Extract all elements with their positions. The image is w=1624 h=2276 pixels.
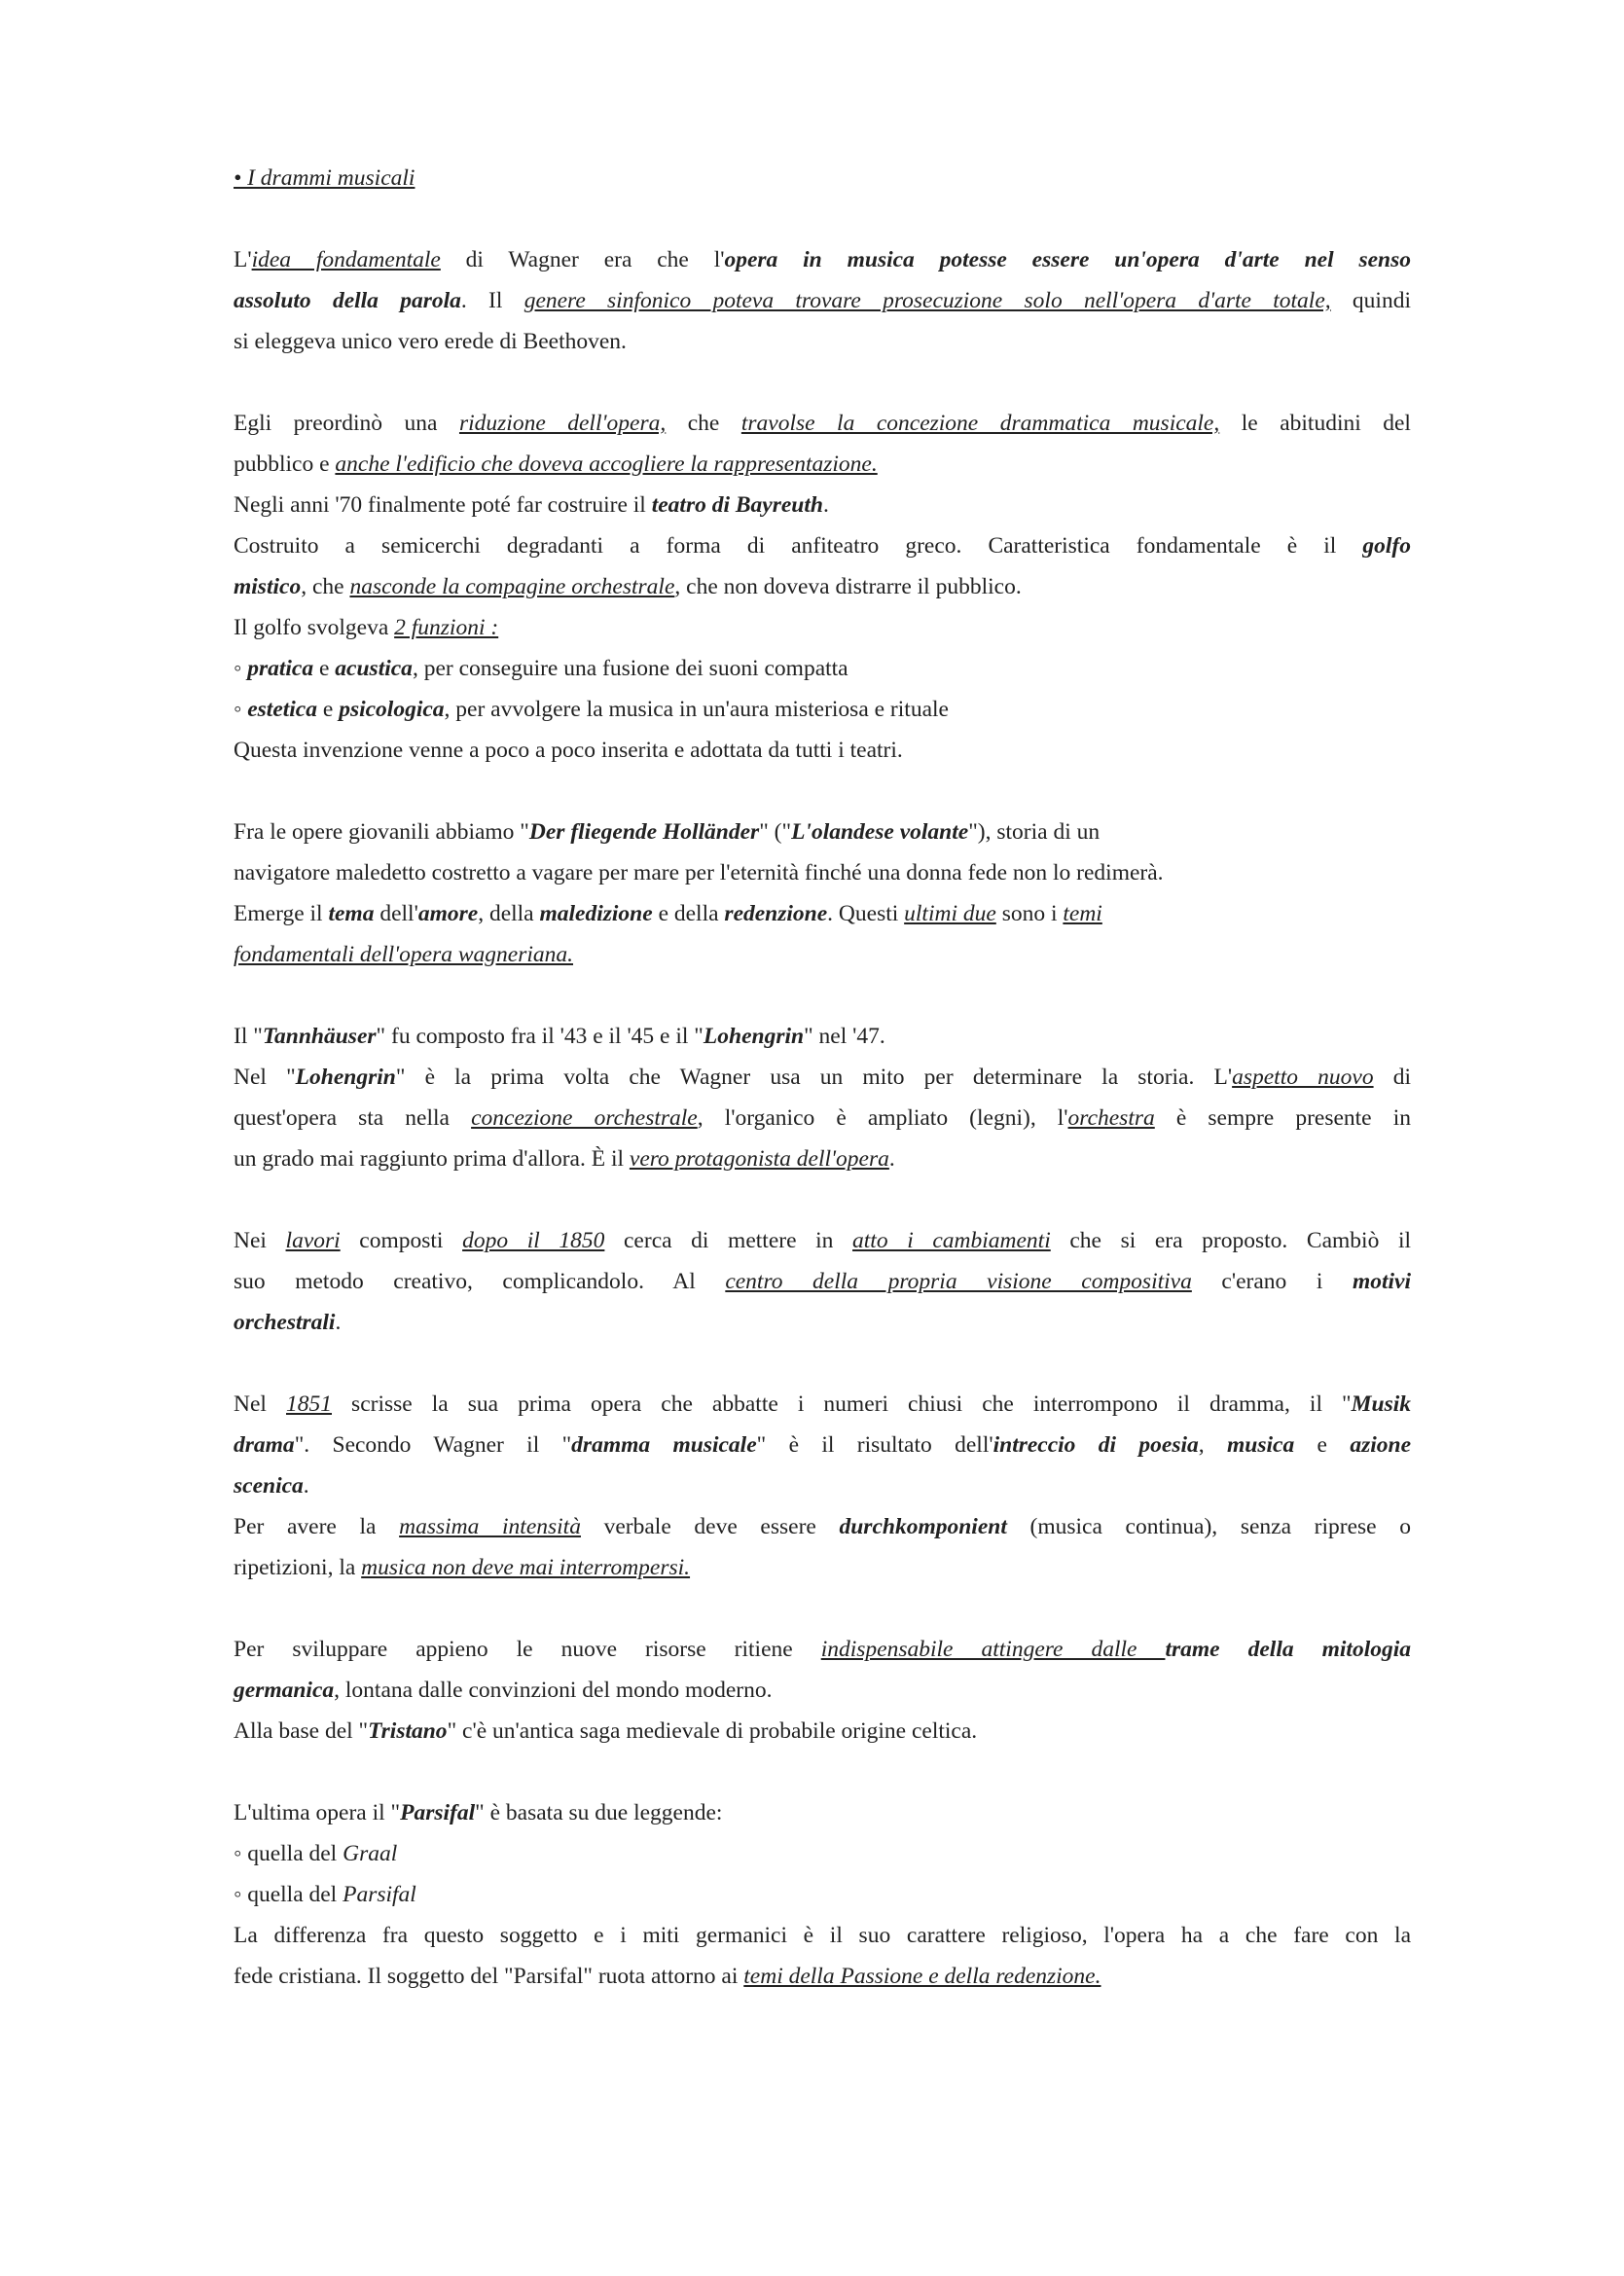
- text-run: anche l'edificio che doveva accogliere la rappresentazione.: [335, 452, 878, 477]
- text-run: L': [234, 247, 252, 272]
- text-line: [234, 1098, 1411, 1138]
- text-run: Emerge il: [234, 901, 329, 926]
- text-line: [234, 1138, 1411, 1179]
- text-run: aspetto nuovo: [1232, 1065, 1374, 1090]
- text-run: scrisse la sua prima opera che abbatte i numeri chiusi che interrompono il dramma, il ": [332, 1391, 1352, 1417]
- text-run: si eleggeva unico vero erede di Beethoven.: [234, 329, 627, 354]
- text-run: e: [313, 656, 336, 681]
- text-run: " c'è un'antica saga medievale di probabile origine celtica.: [447, 1718, 978, 1744]
- text-run: e della: [652, 901, 725, 926]
- text-line: [234, 1915, 1411, 1956]
- text-run: acustica: [335, 656, 413, 681]
- text-run: L'olandese volante: [791, 819, 969, 845]
- text-run: dell': [374, 901, 418, 926]
- text-run: Fra le opere giovanili abbiamo ": [234, 819, 529, 845]
- text-run: intreccio di poesia: [992, 1432, 1199, 1458]
- text-run: " fu composto fra il '43 e il '45 e il ": [376, 1024, 704, 1049]
- text-run: atto i cambiamenti: [852, 1228, 1051, 1253]
- text-run: 2 funzioni :: [394, 615, 499, 640]
- text-run: , che: [301, 574, 350, 599]
- text-run: orchestra: [1067, 1105, 1155, 1131]
- text-run: Nel ": [234, 1065, 296, 1090]
- text-run: .: [303, 1473, 309, 1499]
- text-run: motivi: [1352, 1269, 1411, 1294]
- text-run: di: [1373, 1065, 1412, 1090]
- text-run: che si era proposto. Cambiò il: [1050, 1228, 1412, 1253]
- text-run: Parsifal: [343, 1882, 416, 1907]
- paragraph-spacer: [234, 362, 1411, 403]
- text-run: ◦: [234, 697, 248, 722]
- text-run: Graal: [343, 1841, 398, 1866]
- text-run: e: [317, 697, 340, 722]
- text-run: teatro di Bayreuth: [651, 492, 823, 518]
- text-line: [234, 1302, 1411, 1343]
- text-run: ". Secondo Wagner il ": [294, 1432, 572, 1458]
- text-run: un grado mai raggiunto prima d'allora. È il: [234, 1146, 630, 1172]
- text-line: [234, 1711, 1411, 1752]
- text-run: " nel '47.: [804, 1024, 885, 1049]
- paragraph-musikdrama: [234, 1384, 1411, 1588]
- text-run: redenzione: [724, 901, 828, 926]
- text-run: Der fliegende Holländer: [528, 819, 760, 845]
- paragraph-spacer: [234, 1343, 1411, 1384]
- text-run: ,: [1198, 1432, 1227, 1458]
- text-line: [234, 1792, 1411, 1833]
- text-line: [234, 893, 1411, 934]
- text-run: Costruito a semicerchi degradanti a forma di anfiteatro greco. Caratteristica fondamentale è il: [234, 533, 1363, 559]
- paragraph-spacer: [234, 1588, 1411, 1629]
- text-run: Tristano: [368, 1718, 448, 1744]
- text-run: , lontana dalle convinzioni del mondo moderno.: [334, 1678, 773, 1703]
- text-run: La differenza fra questo soggetto e i miti germanici è il suo carattere religioso, l'opera ha a che fare con la: [234, 1923, 1411, 1948]
- paragraph-spacer: [234, 199, 1411, 239]
- text-run: ◦: [234, 656, 248, 681]
- text-line: [234, 1220, 1411, 1261]
- text-run: quindi: [1330, 288, 1411, 313]
- text-run: Parsifal: [400, 1800, 476, 1825]
- text-run: Per avere la: [234, 1514, 400, 1539]
- text-run: , per avvolgere la musica in un'aura misteriosa e rituale: [444, 697, 949, 722]
- text-run: .: [822, 492, 829, 518]
- text-run: " è il risultato dell': [756, 1432, 993, 1458]
- text-run: idea fondamentale: [251, 247, 441, 272]
- text-run: psicologica: [339, 697, 445, 722]
- text-run: Alla base del ": [234, 1718, 369, 1744]
- text-run: 1851: [286, 1391, 332, 1417]
- paragraph-lavori: [234, 1220, 1411, 1343]
- text-run: " è basata su due leggende:: [475, 1800, 723, 1825]
- text-run: tema: [328, 901, 375, 926]
- text-run: travolse la concezione drammatica musicale,: [740, 411, 1220, 436]
- text-run: drama: [234, 1432, 295, 1458]
- text-run: "), storia di un: [968, 819, 1101, 845]
- text-run: germanica: [234, 1678, 335, 1703]
- paragraph-lohengrin: [234, 1016, 1411, 1179]
- list-item: [234, 1833, 1411, 1874]
- text-run: assoluto della parola: [234, 288, 461, 313]
- text-run: temi della Passione e della redenzione.: [743, 1964, 1101, 1989]
- text-line: [234, 566, 1411, 607]
- paragraph-bayreuth: [234, 403, 1411, 771]
- text-run: Lohengrin: [703, 1024, 805, 1049]
- text-run: Nel: [234, 1391, 286, 1417]
- text-run: indispensabile attingere dalle: [820, 1637, 1166, 1662]
- text-run: " (": [759, 819, 792, 845]
- text-run: , che non doveva distrarre il pubblico.: [674, 574, 1022, 599]
- text-run: durchkomponient: [839, 1514, 1007, 1539]
- paragraph-spacer: [234, 975, 1411, 1016]
- text-run: massima intensità: [399, 1514, 581, 1539]
- text-run: fondamentali dell'opera wagneriana.: [234, 942, 574, 967]
- text-run: musica non deve mai interrompersi.: [361, 1555, 691, 1580]
- text-run: .: [335, 1310, 342, 1335]
- text-run: fede cristiana. Il soggetto del "Parsifal" ruota attorno ai: [234, 1964, 744, 1989]
- text-line: [234, 934, 1411, 975]
- text-run: Musik: [1351, 1391, 1412, 1417]
- text-run: Questa invenzione venne a poco a poco inserita e adottata da tutti i teatri.: [234, 738, 903, 763]
- text-line: [234, 730, 1411, 771]
- text-run: vero protagonista dell'opera: [629, 1146, 889, 1172]
- text-line: [234, 239, 1411, 280]
- text-line: [234, 1384, 1411, 1425]
- paragraph-spacer: [234, 1179, 1411, 1220]
- text-run: dramma musicale: [571, 1432, 757, 1458]
- paragraph-idea: [234, 239, 1411, 362]
- text-run: cerca di mettere in: [604, 1228, 853, 1253]
- text-run: Il golfo svolgeva: [234, 615, 395, 640]
- text-line: [234, 1629, 1411, 1670]
- text-line: [234, 1547, 1411, 1588]
- text-run: • I drammi musicali: [234, 165, 415, 191]
- text-run: amore: [417, 901, 479, 926]
- text-run: ultimi due: [904, 901, 996, 926]
- text-run: di Wagner era che l': [440, 247, 725, 272]
- text-run: ◦ quella del: [234, 1841, 343, 1866]
- text-run: Egli preordinò una: [234, 411, 459, 436]
- text-run: . Questi: [827, 901, 905, 926]
- text-run: mistico: [234, 574, 302, 599]
- text-run: estetica: [247, 697, 317, 722]
- section-title: [234, 158, 1411, 199]
- list-item: [234, 1874, 1411, 1915]
- list-item: [234, 648, 1411, 689]
- text-run: musica: [1226, 1432, 1295, 1458]
- text-run: , l'organico è ampliato (legni), l': [697, 1105, 1068, 1131]
- text-line: [234, 1670, 1411, 1711]
- text-run: Il ": [234, 1024, 263, 1049]
- text-run: composti: [340, 1228, 463, 1253]
- text-run: che: [666, 411, 741, 436]
- text-run: suo metodo creativo, complicandolo. Al: [234, 1269, 726, 1294]
- text-run: riduzione dell'opera,: [458, 411, 667, 436]
- text-run: e: [1294, 1432, 1351, 1458]
- text-line: [234, 321, 1411, 362]
- text-run: Negli anni '70 finalmente poté far costruire il: [234, 492, 652, 518]
- text-run: . Il: [460, 288, 524, 313]
- text-run: scenica: [234, 1473, 304, 1499]
- text-run: lavori: [285, 1228, 341, 1253]
- text-line: [234, 1261, 1411, 1302]
- text-line: [234, 525, 1411, 566]
- text-run: dopo il 1850: [462, 1228, 605, 1253]
- text-line: [234, 1016, 1411, 1057]
- text-run: le abitudini del: [1219, 411, 1411, 436]
- text-run: , per conseguire una fusione dei suoni compatta: [412, 656, 848, 681]
- text-line: [234, 403, 1411, 444]
- text-line: [234, 444, 1411, 485]
- text-run: Per sviluppare appieno le nuove risorse ritiene: [234, 1637, 821, 1662]
- text-run: concezione orchestrale: [471, 1105, 698, 1131]
- text-run: trame della mitologia: [1165, 1637, 1411, 1662]
- text-run: genere sinfonico poteva trovare prosecuzione solo nell'opera d'arte totale,: [523, 288, 1331, 313]
- paragraph-spacer: [234, 1752, 1411, 1792]
- text-run: ripetizioni, la: [234, 1555, 362, 1580]
- text-line: [234, 1465, 1411, 1506]
- text-line: [234, 852, 1411, 893]
- text-run: .: [888, 1146, 895, 1172]
- paragraph-parsifal: [234, 1792, 1411, 1997]
- text-run: pubblico e: [234, 452, 336, 477]
- text-run: centro della propria visione compositiva: [725, 1269, 1192, 1294]
- text-run: Tannhäuser: [262, 1024, 377, 1049]
- text-run: (musica continua), senza riprese o: [1006, 1514, 1411, 1539]
- text-run: maledizione: [539, 901, 653, 926]
- text-run: c'erano i: [1191, 1269, 1353, 1294]
- text-run: verbale deve essere: [580, 1514, 840, 1539]
- text-line: [234, 607, 1411, 648]
- text-run: nasconde la compagine orchestrale: [349, 574, 675, 599]
- text-line: [234, 1506, 1411, 1547]
- text-run: opera in musica potesse essere un'opera d'arte nel senso: [724, 247, 1412, 272]
- text-run: L'ultima opera il ": [234, 1800, 401, 1825]
- paragraph-spacer: [234, 771, 1411, 812]
- text-line: [234, 1057, 1411, 1098]
- text-run: sono i: [995, 901, 1064, 926]
- text-line: [234, 280, 1411, 321]
- text-run: , della: [478, 901, 540, 926]
- paragraph-hollander: [234, 812, 1411, 975]
- text-run: temi: [1063, 901, 1102, 926]
- text-line: [234, 1956, 1411, 1997]
- document-body: [234, 158, 1411, 1997]
- text-run: Nei: [234, 1228, 286, 1253]
- text-line: [234, 1425, 1411, 1465]
- text-line: [234, 812, 1411, 852]
- text-run: quest'opera sta nella: [234, 1105, 472, 1131]
- text-run: ◦ quella del: [234, 1882, 343, 1907]
- text-run: orchestrali: [234, 1310, 336, 1335]
- text-run: è sempre presente in: [1154, 1105, 1411, 1131]
- text-run: pratica: [247, 656, 314, 681]
- text-run: azione: [1350, 1432, 1412, 1458]
- paragraph-mitologia: [234, 1629, 1411, 1752]
- text-line: [234, 485, 1411, 525]
- text-run: " è la prima volta che Wagner usa un mito per determinare la storia. L': [395, 1065, 1233, 1090]
- text-run: navigatore maledetto costretto a vagare per mare per l'eternità finché una donna fede non lo redimerà.: [234, 860, 1164, 885]
- text-run: golfo: [1362, 533, 1411, 559]
- text-run: Lohengrin: [295, 1065, 396, 1090]
- list-item: [234, 689, 1411, 730]
